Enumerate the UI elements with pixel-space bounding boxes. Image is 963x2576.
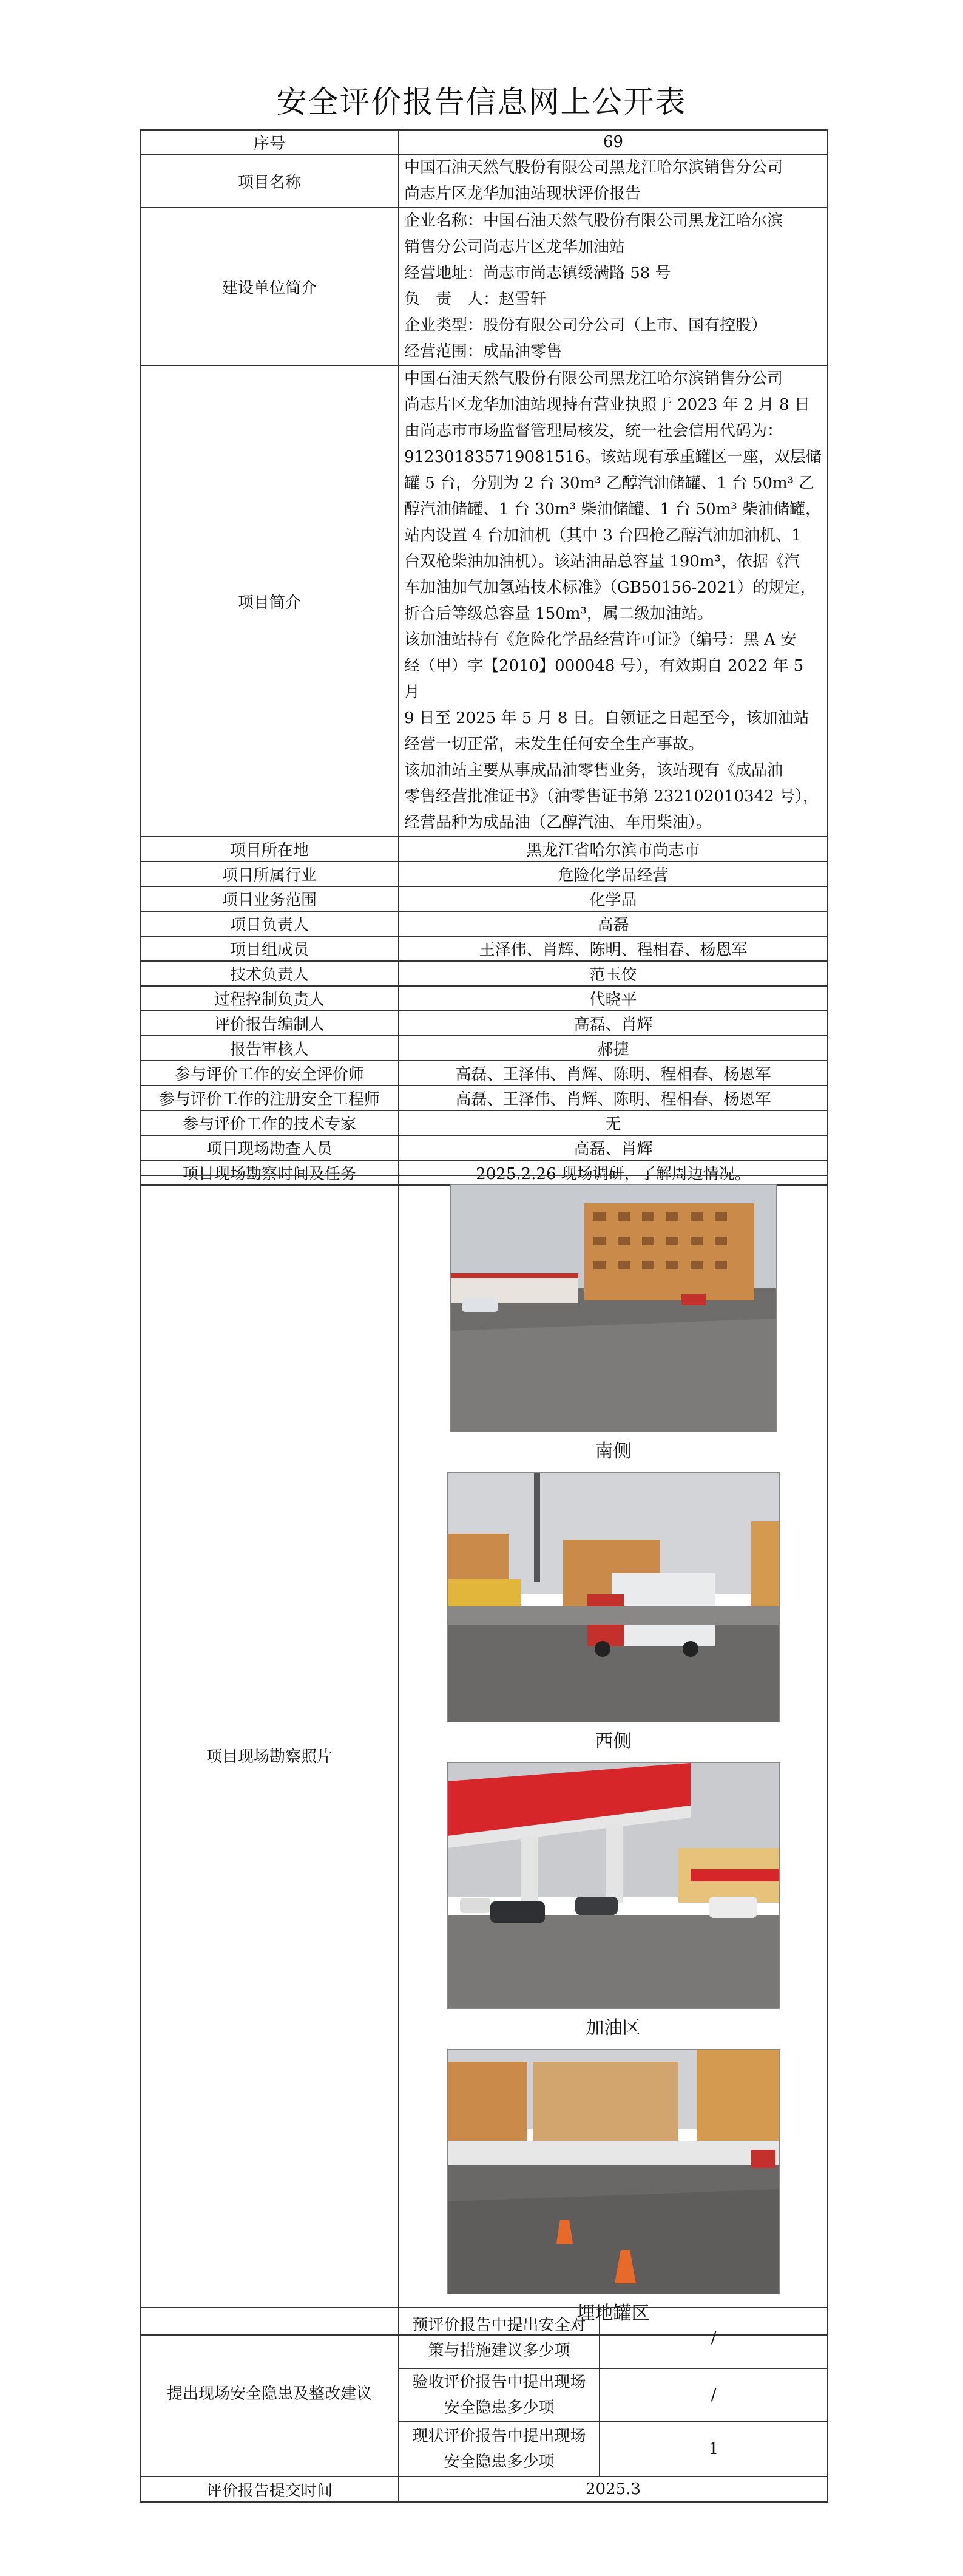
row-label: 参与评价工作的技术专家 (140, 1110, 399, 1135)
row-label: 项目负责人 (140, 911, 399, 936)
unit-intro-value: 企业名称：中国石油天然气股份有限公司黑龙江哈尔滨 销售分公司尚志片区龙华加油站 经营地址：尚志市尚志镇绥满路 58 号 负 责 人：赵雪轩 企业类型：股份有限公司分公司（上市、国有控股） 经营范围：成品油零售 (399, 208, 828, 365)
row-label: 报告审核人 (140, 1036, 399, 1061)
row-label: 项目所属行业 (140, 861, 399, 886)
serial-value: 69 (399, 130, 828, 154)
photo-tank-svg (448, 2050, 779, 2294)
table-row (140, 961, 828, 986)
table-row (140, 1175, 828, 2335)
row-label: 项目所在地 (140, 837, 399, 861)
photos-cell (399, 1175, 828, 2335)
row-label: 项目现场勘查人员 (140, 1135, 399, 1160)
table-row (140, 1135, 828, 1160)
page-title: 安全评价报告信息网上公开表 (276, 84, 687, 120)
row-label: 过程控制负责人 (140, 986, 399, 1011)
row-value: 黑龙江省哈尔滨市尚志市 (399, 837, 828, 861)
row-value: 范玉佼 (399, 961, 828, 986)
table-row (140, 130, 828, 154)
info-table (140, 129, 828, 1186)
hazard-value: 1 (600, 2422, 828, 2476)
table-row (140, 365, 828, 837)
row-value: 郝捷 (399, 1036, 828, 1061)
row-label: 项目业务范围 (140, 886, 399, 911)
row-label: 技术负责人 (140, 961, 399, 986)
photo-fueling-caption: 加油区 (586, 2017, 641, 2039)
photo-fueling (404, 1762, 822, 2039)
row-value: 代晓平 (399, 986, 828, 1011)
table-row (140, 1086, 828, 1110)
table-row (140, 2308, 828, 2368)
project-name-label: 项目名称 (140, 154, 399, 208)
project-name-value: 中国石油天然气股份有限公司黑龙江哈尔滨销售分公司 尚志片区龙华加油站现状评价报告 (399, 154, 828, 208)
row-value: 危险化学品经营 (399, 861, 828, 886)
table-row (140, 936, 828, 961)
table-row (140, 208, 828, 365)
table-row (140, 154, 828, 208)
submit-value: 2025.3 (399, 2476, 828, 2502)
photo-table (140, 1175, 828, 2336)
row-value: 高磊、王泽伟、肖辉、陈明、程相春、杨恩军 (399, 1061, 828, 1086)
row-label: 项目现场勘察时间及任务 (140, 1160, 399, 1185)
simple-rows (140, 837, 828, 1185)
photo-west (404, 1472, 822, 1753)
hazard-value: / (600, 2368, 828, 2422)
table-row (140, 886, 828, 911)
row-label: 项目组成员 (140, 936, 399, 961)
hazard-table (140, 2307, 828, 2503)
photo-south-image (450, 1184, 777, 1432)
table-row (140, 837, 828, 861)
row-value: 高磊、王泽伟、肖辉、陈明、程相春、杨恩军 (399, 1086, 828, 1110)
table-row (140, 986, 828, 1011)
photo-west-image (447, 1472, 780, 1722)
table-row (140, 861, 828, 886)
row-value: 化学品 (399, 886, 828, 911)
table-row (140, 1110, 828, 1135)
photo-west-svg (448, 1473, 779, 1722)
row-label: 参与评价工作的注册安全工程师 (140, 1086, 399, 1110)
photo-south-caption: 南侧 (595, 1441, 632, 1462)
photo-tank-caption: 埋地罐区 (576, 2303, 650, 2324)
project-intro-value: 中国石油天然气股份有限公司黑龙江哈尔滨销售分公司 尚志片区龙华加油站现持有营业执照于 2023 年 2 月 8 日 由尚志市市场监督管理局核发，统一社会信用代码为： 91230183571908151​6。该站现有承重罐区一座，双层储 罐 5 台，分别为 2 台 30m³ 乙醇汽油储罐、1 台 50m³ 乙 醇汽油储罐、1 台 30m³ 柴油储罐、1 台 50m³ 柴油储罐， 站内设置 4 台加油机（其中 3 台四枪乙醇汽油加油机、1 台双枪柴油加油机）。该站油品总容量 190m³，依据《汽 车加油加气加氢站技术标准》（GB50156-2021）的规定， 折合后等级总容量 150m³，属二级加油站。 该加油站持有《危险化学品经营许可证》（编号：黑 A 安 经（甲）字【2010】000048 号），有效期自 2022 年 5 月 9 日至 2025 年 5 月 8 日。自领证之日起至今，该加油站 经营一切正常，未发生任何安全生产事故。 该加油站主要从事成品油零售业务，该站现有《成品油 零售经营批准证书》（油零售证书第 232102010342 号）， 经营品种为成品油（乙醇汽油、车用柴油）。 (399, 365, 828, 837)
row-label: 参与评价工作的安全评价师 (140, 1061, 399, 1086)
row-value: 高磊、肖辉 (399, 1135, 828, 1160)
submit-label: 评价报告提交时间 (140, 2476, 399, 2502)
photos-label: 项目现场勘察照片 (140, 1175, 399, 2335)
table-row (140, 1011, 828, 1036)
row-value: 2025.2.26 现场调研，了解周边情况。 (399, 1160, 828, 1185)
hazard-question: 验收评价报告中提出现场 安全隐患多少项 (399, 2368, 600, 2422)
row-value: 王泽伟、肖辉、陈明、程相春、杨恩军 (399, 936, 828, 961)
project-intro-label: 项目简介 (140, 365, 399, 837)
photo-tank (404, 2049, 822, 2325)
photo-south-svg (451, 1185, 776, 1432)
hazard-value: / (600, 2308, 828, 2368)
hazards-label: 提出现场安全隐患及整改建议 (140, 2308, 399, 2476)
table-row (140, 2476, 828, 2502)
row-value: 高磊 (399, 911, 828, 936)
photo-fueling-image (447, 1762, 780, 2009)
table-row (140, 1061, 828, 1086)
photo-tank-image (447, 2049, 780, 2294)
hazard-question: 现状评价报告中提出现场 安全隐患多少项 (399, 2422, 600, 2476)
serial-label: 序号 (140, 130, 399, 154)
table-row (140, 1036, 828, 1061)
photo-fueling-svg (448, 1763, 779, 2008)
unit-intro-label: 建设单位简介 (140, 208, 399, 365)
row-value: 高磊、肖辉 (399, 1011, 828, 1036)
photo-south (404, 1184, 822, 1463)
table-row (140, 911, 828, 936)
row-label: 评价报告编制人 (140, 1011, 399, 1036)
hazard-question: 预评价报告中提出安全对 策与措施建议多少项 (399, 2308, 600, 2368)
photo-west-caption: 西侧 (595, 1731, 632, 1752)
row-value: 无 (399, 1110, 828, 1135)
